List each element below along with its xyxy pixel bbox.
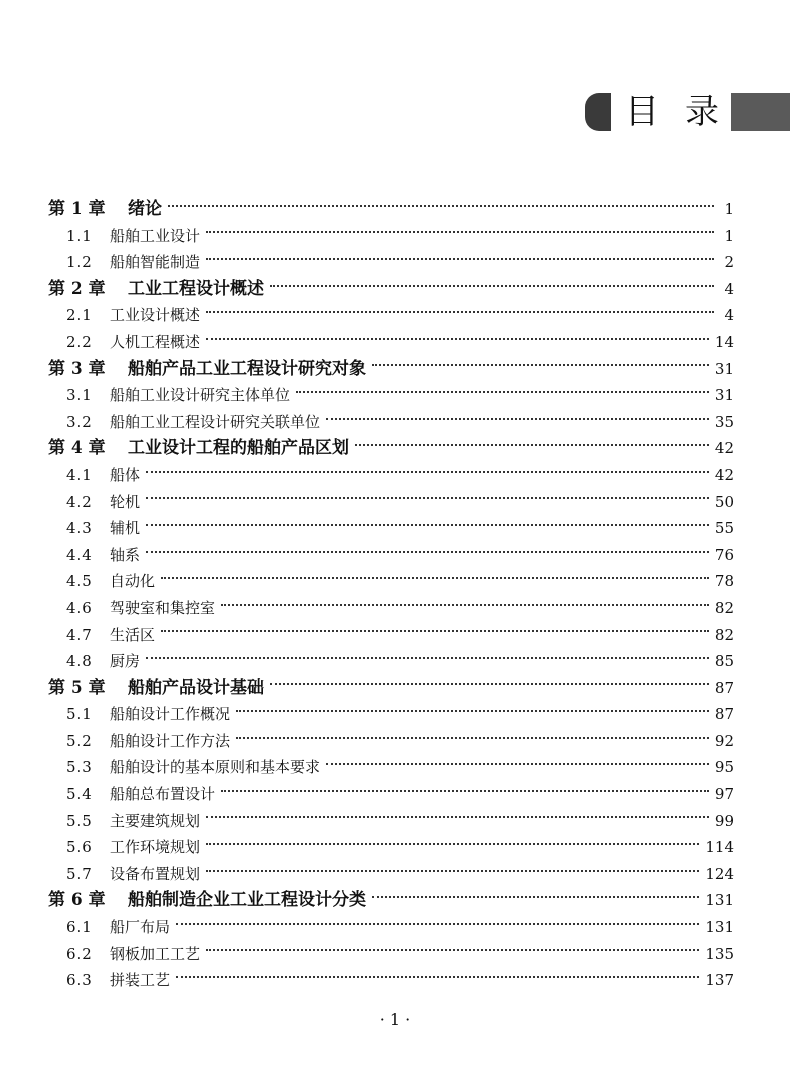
dot-leader [206,230,714,233]
page-number-ref: 97 [714,785,734,804]
dot-leader [206,257,714,260]
page-number-ref: 82 [714,625,734,644]
dot-leader [372,363,709,366]
toc-section-row[interactable] [48,542,734,569]
section-title: 拼装工艺 [110,971,171,990]
chapter-number: 第 4 章 [48,438,106,459]
toc-chapter-row[interactable] [48,276,734,303]
section-title: 船体 [110,465,141,484]
section-title: 工作环境规划 [110,838,201,857]
page-number-ref: 131 [705,891,734,910]
toc-section-row[interactable] [48,967,734,994]
dot-leader [161,576,709,579]
section-title: 船舶设计工作概况 [110,705,231,724]
banner-right-bar [731,93,790,131]
page-number-ref: 92 [714,731,734,750]
dot-leader [236,736,709,739]
page-number-ref: 50 [714,492,734,511]
toc-chapter-row[interactable] [48,887,734,914]
section-title: 辅机 [110,519,141,538]
page-number-ref: 4 [724,279,734,298]
toc-section-row[interactable] [48,489,734,516]
section-number: 5.1 [66,705,93,724]
page-number-ref: 124 [705,864,734,883]
section-number: 2.1 [66,306,93,325]
page-number-ref: 82 [714,598,734,617]
chapter-title: 工业工程设计概述 [128,278,264,299]
table-of-contents [48,196,734,994]
dot-leader [221,603,709,606]
toc-section-row[interactable] [48,382,734,409]
page-number-ref: 31 [714,386,734,405]
toc-section-row[interactable] [48,568,734,595]
toc-chapter-row[interactable] [48,675,734,702]
page-number-ref: 14 [714,332,734,351]
page-number-ref: 131 [705,918,734,937]
toc-section-row[interactable] [48,302,734,329]
toc-section-row[interactable] [48,409,734,436]
dot-leader [326,417,709,420]
section-title: 主要建筑规划 [110,811,201,830]
toc-section-row[interactable] [48,223,734,250]
toc-section-row[interactable] [48,808,734,835]
section-number: 4.1 [66,465,93,484]
chapter-number: 第 5 章 [48,677,106,698]
section-title: 钢板加工工艺 [110,944,201,963]
toc-section-row[interactable] [48,595,734,622]
toc-chapter-row[interactable] [48,435,734,462]
chapter-title: 工业设计工程的船舶产品区划 [128,438,349,459]
toc-title-char-1: 目 [625,92,659,132]
section-number: 5.3 [66,758,93,777]
page-number-ref: 4 [724,306,734,325]
section-title: 船舶工业工程设计研究关联单位 [110,412,321,431]
chapter-number: 第 1 章 [48,199,106,219]
dot-leader [176,922,699,925]
page-number-ref: 2 [724,253,734,272]
section-title: 船舶工业设计 [110,226,201,245]
dot-leader [146,656,709,659]
section-title: 船舶总布置设计 [110,785,216,804]
dot-leader [206,842,699,845]
toc-section-row[interactable] [48,329,734,356]
dot-leader [168,204,714,207]
section-number: 6.3 [66,971,93,990]
section-number: 4.7 [66,625,93,644]
section-number: 3.2 [66,412,93,431]
page-number-ref: 114 [705,838,734,857]
section-number: 4.4 [66,545,93,564]
toc-section-row[interactable] [48,249,734,276]
page-number-ref: 87 [714,705,734,724]
dot-leader [206,948,699,951]
dot-leader [355,443,709,446]
dot-leader [206,310,714,313]
page-number-ref: 1 [724,226,734,245]
chapter-title: 绪论 [128,199,162,219]
page-number: · 1 · [379,1010,411,1029]
section-title: 轮机 [110,492,141,511]
toc-section-row[interactable] [48,728,734,755]
section-title: 船舶工业设计研究主体单位 [110,386,291,405]
page-number-ref: 137 [705,971,734,990]
section-title: 设备布置规划 [110,864,201,883]
section-title: 船厂布局 [110,918,171,937]
dot-leader [146,496,709,499]
toc-section-row[interactable] [48,462,734,489]
section-number: 5.7 [66,864,93,883]
page-number-ref: 95 [714,758,734,777]
section-number: 1.2 [66,253,93,272]
section-number: 5.4 [66,785,93,804]
page-number-ref: 76 [714,545,734,564]
section-number: 6.1 [66,918,93,937]
toc-section-row[interactable] [48,834,734,861]
section-title: 人机工程概述 [110,332,201,351]
toc-section-row[interactable] [48,941,734,968]
toc-section-row[interactable] [48,781,734,808]
section-number: 2.2 [66,332,93,351]
page-number-ref: 35 [714,412,734,431]
dot-leader [206,869,699,872]
chapter-number: 第 2 章 [48,278,106,299]
page-number-ref: 42 [714,439,734,458]
section-title: 船舶设计的基本原则和基本要求 [110,758,321,777]
dot-leader [146,523,709,526]
page-number-ref: 31 [714,359,734,378]
dot-leader [146,470,709,473]
section-title: 船舶设计工作方法 [110,731,231,750]
page-number-ref: 85 [714,652,734,671]
dot-leader [146,550,709,553]
section-number: 5.5 [66,811,93,830]
dot-leader [236,709,709,712]
dot-leader [270,284,714,287]
section-number: 4.8 [66,652,93,671]
chapter-number: 第 3 章 [48,358,106,379]
section-number: 4.3 [66,519,93,538]
section-title: 生活区 [110,625,156,644]
section-number: 5.2 [66,731,93,750]
section-number: 3.1 [66,386,93,405]
chapter-title: 船舶制造企业工业工程设计分类 [128,890,366,911]
toc-chapter-row[interactable] [48,356,734,383]
page-number-ref: 42 [714,465,734,484]
dot-leader [206,337,709,340]
dot-leader [176,975,699,978]
page-number-ref: 78 [714,572,734,591]
dot-leader [270,682,709,685]
toc-section-row[interactable] [48,754,734,781]
toc-section-row[interactable] [48,648,734,675]
section-number: 4.6 [66,598,93,617]
toc-title-char-2: 录 [685,92,719,132]
section-title: 厨房 [110,652,141,671]
toc-header-banner [585,93,790,133]
chapter-title: 船舶产品工业工程设计研究对象 [128,358,366,379]
dot-leader [206,815,709,818]
chapter-number: 第 6 章 [48,890,106,911]
toc-section-row[interactable] [48,861,734,888]
dot-leader [372,895,699,898]
page-number-ref: 1 [724,200,734,218]
toc-section-row[interactable] [48,515,734,542]
section-number: 6.2 [66,944,93,963]
page-number-ref: 55 [714,519,734,538]
page-number-ref: 135 [705,944,734,963]
dot-leader [221,789,709,792]
toc-section-row[interactable] [48,701,734,728]
banner-left-cap [585,93,611,131]
section-title: 自动化 [110,572,156,591]
toc-section-row[interactable] [48,622,734,649]
dot-leader [296,390,709,393]
section-number: 5.6 [66,838,93,857]
section-title: 轴系 [110,545,141,564]
section-number: 1.1 [66,226,93,245]
section-title: 船舶智能制造 [110,253,201,272]
dot-leader [326,762,709,765]
section-title: 工业设计概述 [110,306,201,325]
page-number-ref: 99 [714,811,734,830]
page-number-ref: 87 [714,678,734,697]
dot-leader [161,629,709,632]
toc-chapter-row[interactable] [48,196,734,223]
section-number: 4.2 [66,492,93,511]
chapter-title: 船舶产品设计基础 [128,677,264,698]
section-title: 驾驶室和集控室 [110,598,216,617]
toc-section-row[interactable] [48,914,734,941]
section-number: 4.5 [66,572,93,591]
